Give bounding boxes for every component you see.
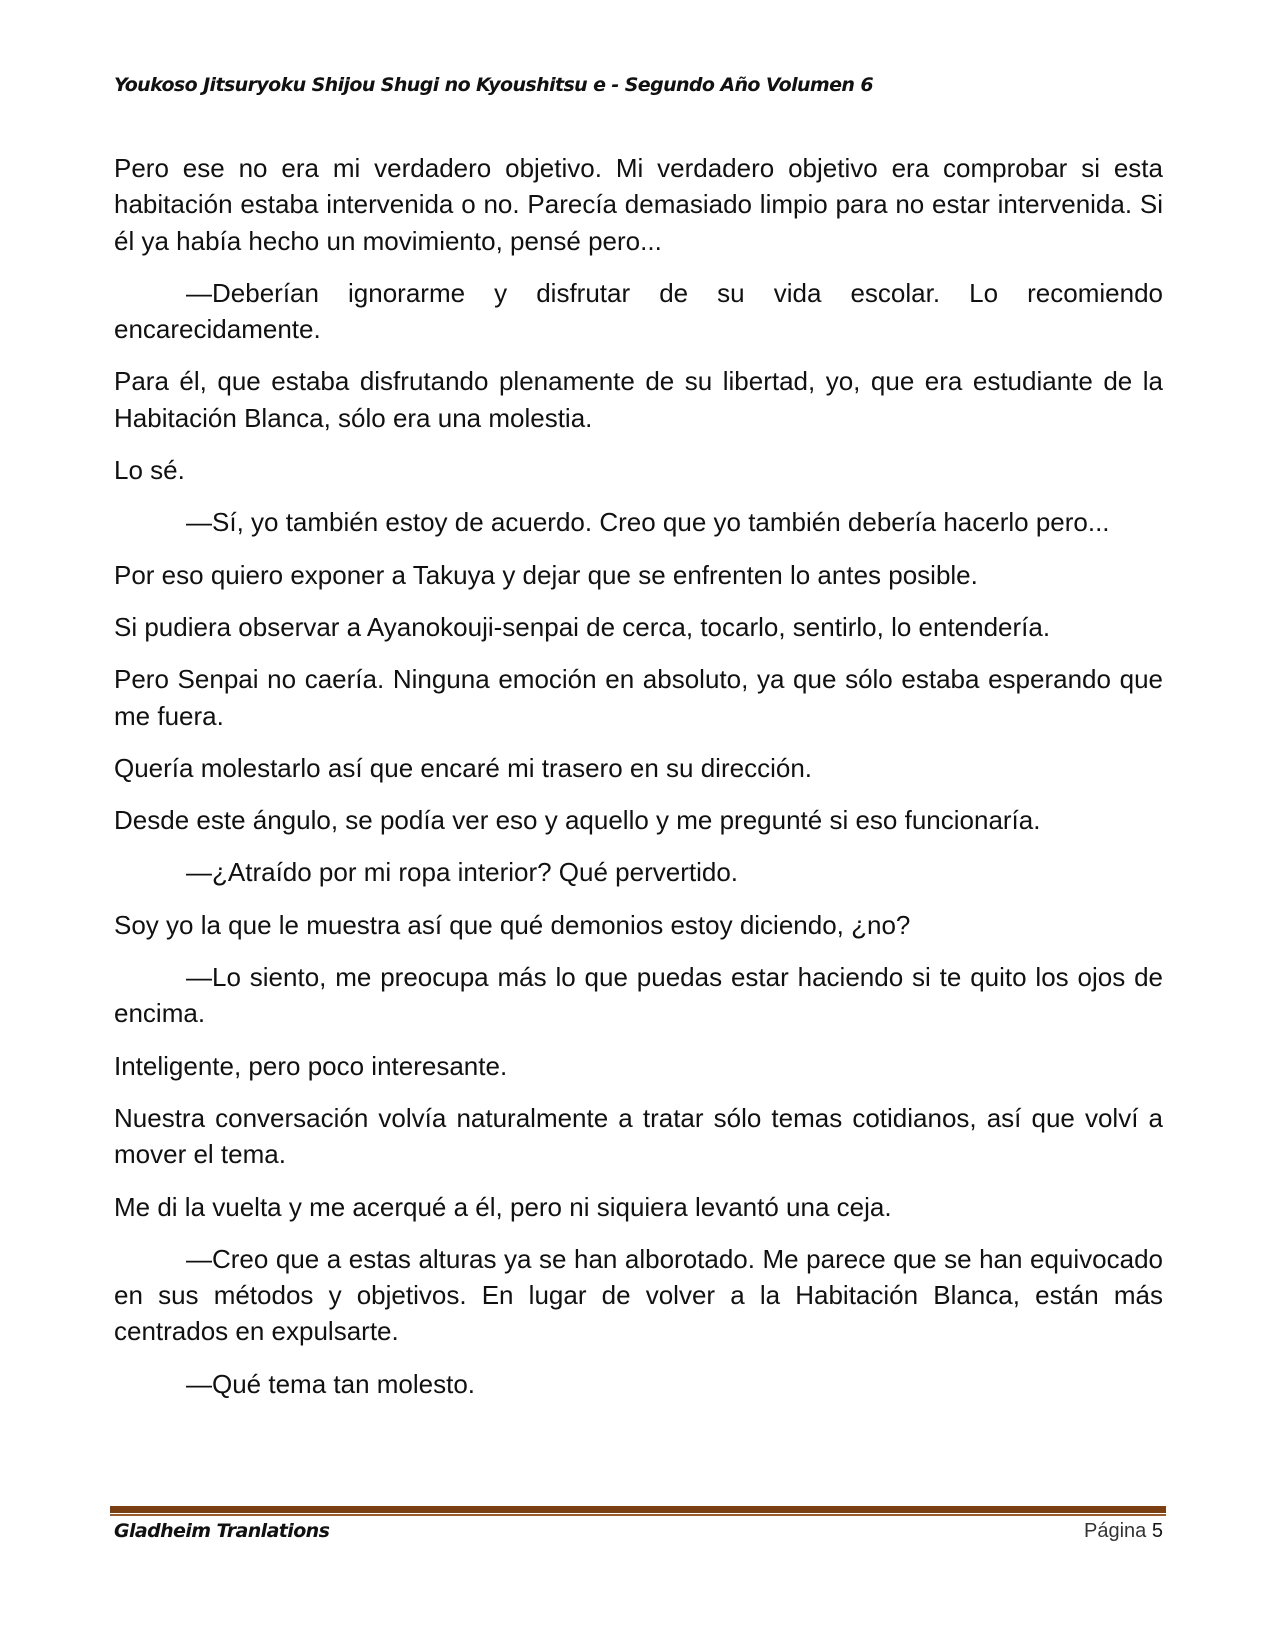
paragraph: Me di la vuelta y me acerqué a él, pero ni siquiera levantó una ceja. (114, 1191, 892, 1222)
dialogue-paragraph: —Qué tema tan molesto. (186, 1368, 476, 1399)
dialogue-paragraph: —Deberían ignorarme y disfrutar de su vida escolar. Lo recomiendo encarecidamente. (114, 277, 1163, 345)
running-header: Youkoso Jitsuryoku Shijou Shugi no Kyoushitsu e - Segundo Año Volumen 6 (114, 74, 873, 96)
paragraph: Inteligente, pero poco interesante. (114, 1050, 508, 1081)
footer-credit: Gladheim Tranlations (114, 1520, 330, 1542)
dialogue-paragraph: —Sí, yo también estoy de acuerdo. Creo que yo también debería hacerlo pero... (186, 507, 1110, 538)
dialogue-paragraph: —Lo siento, me preocupa más lo que puedas estar haciendo si te quito los ojos de encima. (114, 962, 1163, 1029)
dialogue-paragraph: —Creo que a estas alturas ya se han alborotado. Me parece que se han equivocado en sus métodos y objetivos. En lugar de volver a la Habitación Blanca, están más centrados en expulsarte. (114, 1243, 1163, 1347)
paragraph: Para él, que estaba disfrutando plenamente de su libertad, yo, que era estudiante de la Habitación Blanca, sólo era una molestia. (114, 366, 1163, 433)
page-body (114, 150, 1163, 1418)
paragraph: Desde este ángulo, se podía ver eso y aquello y me pregunté si eso funcionaría. (114, 805, 1041, 836)
paragraph: Si pudiera observar a Ayanokouji-senpai de cerca, tocarlo, sentirlo, lo entendería. (114, 611, 1051, 642)
footer-rule-thin (110, 1514, 1166, 1516)
paragraph: Por eso quiero exponer a Takuya y dejar que se enfrenten lo antes posible. (114, 559, 978, 590)
page-label: Página (1084, 1520, 1147, 1542)
paragraph: Lo sé. (114, 455, 185, 486)
paragraph: Pero ese no era mi verdadero objetivo. Mi verdadero objetivo era comprobar si esta habitación estaba intervenida o no. Parecía demasiado limpio para no estar intervenida. Si él ya había hecho un movimiento, pensé pero... (114, 153, 1163, 256)
page-number (1084, 1520, 1163, 1543)
dialogue-paragraph: —¿Atraído por mi ropa interior? Qué pervertido. (186, 857, 739, 888)
footer-rule (110, 1506, 1166, 1513)
paragraph: Soy yo la que le muestra así que qué demonios estoy diciendo, ¿no? (114, 909, 911, 940)
page-number-value: 5 (1151, 1520, 1163, 1542)
paragraph: Nuestra conversación volvía naturalmente a tratar sólo temas cotidianos, así que volví a mover el tema. (114, 1102, 1163, 1170)
paragraph: Quería molestarlo así que encaré mi trasero en su dirección. (114, 752, 813, 783)
paragraph: Pero Senpai no caería. Ninguna emoción en absoluto, ya que sólo estaba esperando que me fuera. (114, 664, 1163, 731)
